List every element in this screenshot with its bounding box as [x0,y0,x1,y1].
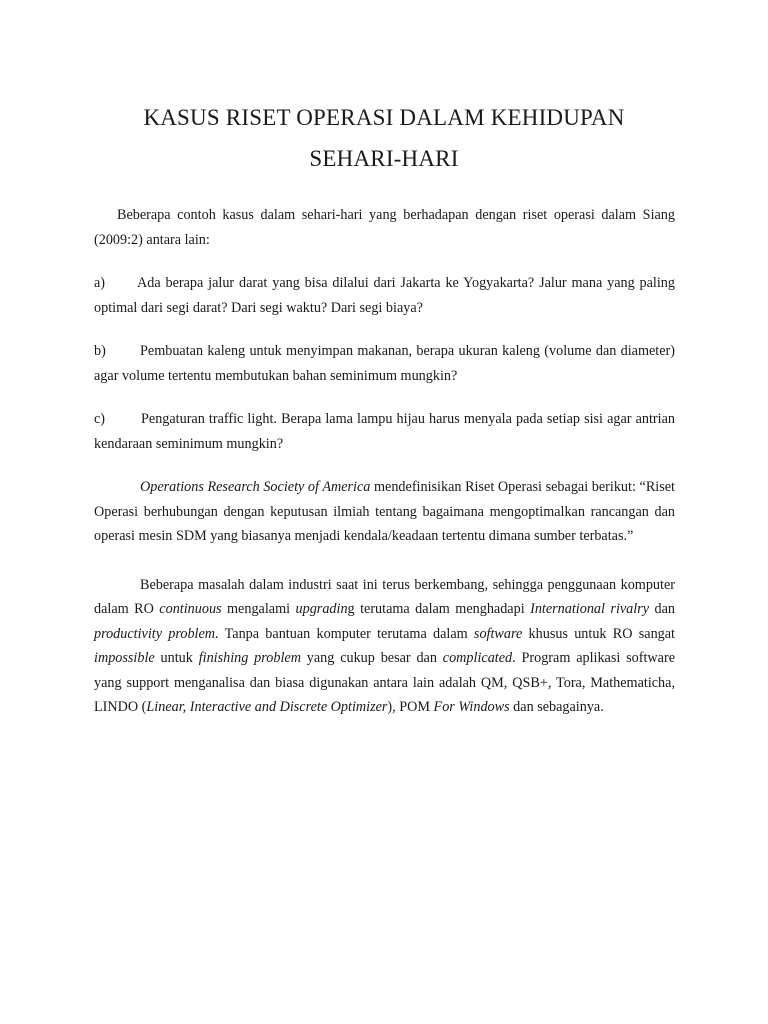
organization-name: Operations Research Society of America [140,479,371,495]
document-title-line-2: SEHARI-HARI [309,146,459,171]
text-run: yang cukup besar dan [300,650,443,666]
text-run: Beberapa masalah dalam industri saat ini terus berkembang, sehingga penggunaan komputer dalam RO [94,576,675,617]
text-run: untuk [154,650,199,666]
definition-paragraph [94,475,675,549]
italic-term: For Windows [433,699,510,715]
list-marker-a: a) [94,275,106,291]
definition-text: mendefinisikan Riset Operasi sebagai berikut: “Riset Operasi berhubungan dengan keputusan ilmiah tentang bagaimana mengoptimalkan rancangan dan operasi mesin SDM yang biasanya menjadi kendala/keadaan tertentu dimana sumber terbatas.” [94,479,675,544]
list-text-b: Pembuatan kaleng untuk menyimpan makanan, berapa ukuran kaleng (volume dan diameter) agar volume tertentu membutukan bahan seminimum mungkin? [94,343,675,384]
text-run: mengalami [221,601,296,617]
italic-term: complicated [442,650,513,666]
text-run: . Tanpa bantuan komputer terutama dalam [215,625,474,642]
list-item-b [94,339,675,388]
italic-term: finishing problem [198,650,301,666]
list-marker-c: c) [94,411,106,427]
list-item-a [94,271,675,320]
italic-term: upgradin [295,601,348,617]
italic-term: software [473,625,523,642]
intro-paragraph: Beberapa contoh kasus dalam sehari-hari yang berhadapan dengan riset operasi dalam Siang (2009:2) antara lain: [94,207,675,248]
italic-term: impossible [94,650,155,666]
italic-term: International rivalry [530,601,650,617]
document-body [94,203,675,720]
text-run: ), POM [387,699,434,715]
text-run: . Program aplikasi software yang support menganalisa dan biasa digunakan antara lain adalah QM, QSB+, Tora, Mathematicha, LINDO ( [94,650,675,715]
document-title-line-1: KASUS RISET OPERASI DALAM KEHIDUPAN [143,105,625,130]
text-run: g terutama dalam menghadapi [347,601,531,617]
industry-paragraph [94,573,675,720]
text-run: dan sebagainya. [509,699,604,715]
list-text-a: Ada berapa jalur darat yang bisa dilalui dari Jakarta ke Yogyakarta? Jalur mana yang paling optimal dari segi darat? Dari segi waktu? Dari segi biaya? [94,275,675,316]
list-marker-b: b) [94,343,106,359]
italic-term: Linear, Interactive and Discrete Optimizer [146,699,388,715]
italic-term: productivity problem [94,625,216,642]
text-run: dan [649,601,675,617]
list-text-c: Pengaturan traffic light. Berapa lama lampu hijau harus menyala pada setiap sisi agar antrian kendaraan seminimum mungkin? [94,411,675,452]
text-run: khusus untuk RO sangat [522,625,675,642]
italic-term: continuous [159,601,222,617]
list-item-c [94,407,675,456]
